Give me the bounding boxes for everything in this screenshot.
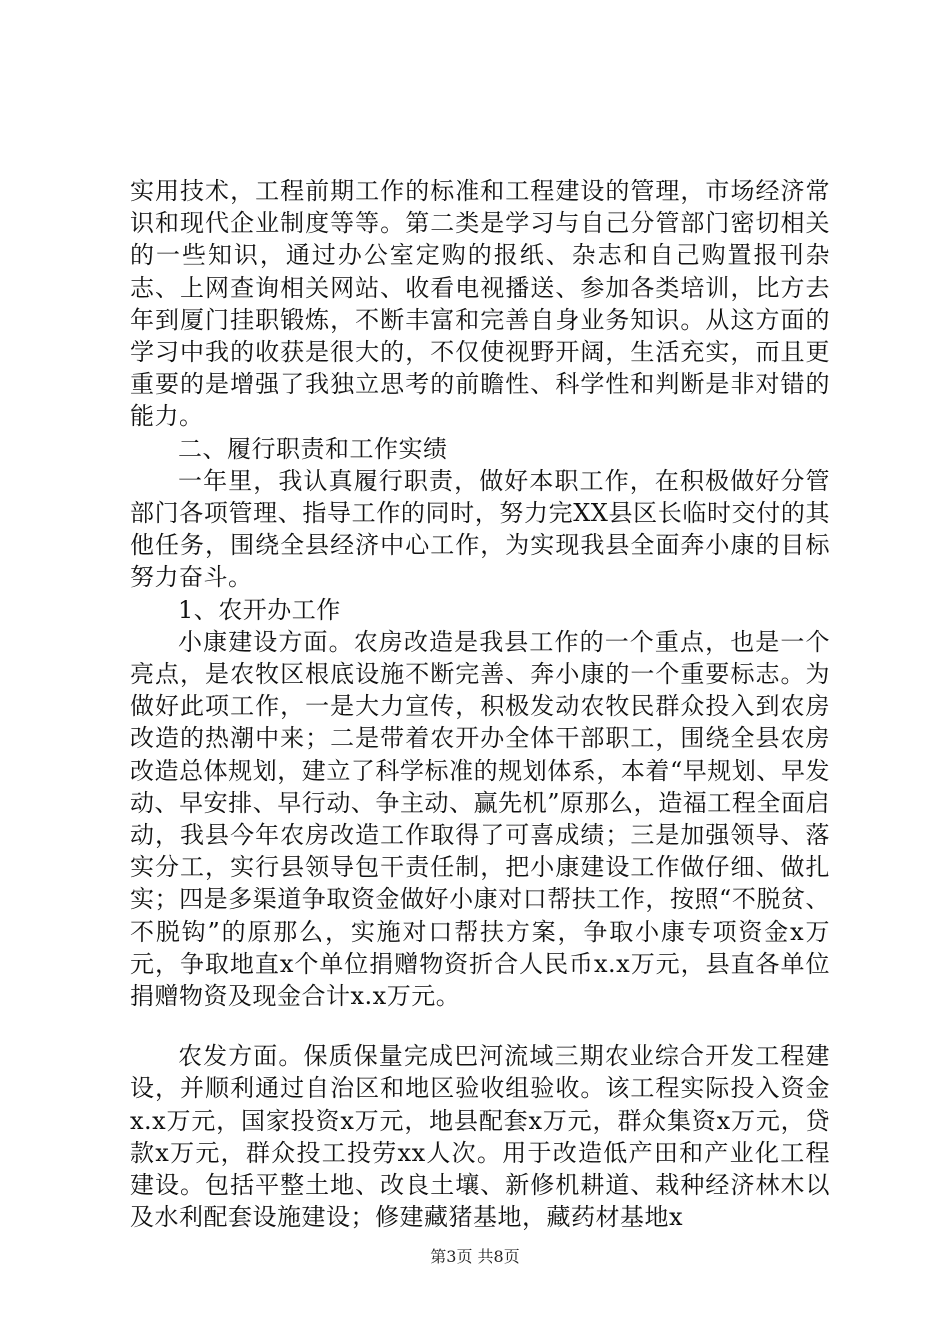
paragraph-duties-summary: 一年里，我认真履行职责，做好本职工作，在积极做好分管部门各项管理、指导工作的同时，努力完XX县区长临时交付的其他任务，围绕全县经济中心工作，为实现我县全面奔小康的目标努力奋斗。 <box>130 466 830 592</box>
document-body <box>130 175 830 1234</box>
page-number-footer: 第3页 共8页 <box>430 1247 520 1266</box>
paragraph-study-continued: 实用技术，工程前期工作的标准和工程建设的管理，市场经济常识和现代企业制度等等。第二类是学习与自己分管部门密切相关的一些知识，通过办公室定购的报纸、杂志和自己购置报刊杂志、上网查询相关网站、收看电视播送、参加各类培训，比方去年到厦门挂职锻炼，不断丰富和完善自身业务知识。从这方面的学习中我的收获是很大的，不仅使视野开阔，生活充实，而且更重要的是增强了我独立思考的前瞻性、科学性和判断是非对错的能力。 <box>130 177 830 431</box>
paragraph-agri-development: 农发方面。保质保量完成巴河流域三期农业综合开发工程建设，并顺利通过自治区和地区验收组验收。该工程实际投入资金x.x万元，国家投资x万元，地县配套x万元，群众集资x万元，贷款x万元，群众投工投劳xx人次。用于改造低产田和产业化工程建设。包括平整土地、改良土壤、新修机耕道、栽种经济林木以及水利配套设施建设；修建藏猪基地，藏药材基地x <box>130 1042 830 1232</box>
paragraph-xiaokang-construction: 小康建设方面。农房改造是我县工作的一个重点，也是一个亮点，是农牧区根底设施不断完善、奔小康的一个重要标志。为做好此项工作，一是大力宣传，积极发动农牧民群众投入到农房改造的热潮中来；二是带着农开办全体干部职工，围绕全县农房改造总体规划，建立了科学标准的规划体系，本着“早规划、早发动、早安排、早行动、争主动、赢先机”原那么，造福工程全面启动，我县今年农房改造工作取得了可喜成绩；三是加强领导、落实分工，实行县领导包干责任制，把小康建设工作做仔细、做扎实；四是多渠道争取资金做好小康对口帮扶工作，按照“不脱贫、不脱钩”的原那么，实施对口帮扶方案，争取小康专项资金x万元，争取地直x个单位捐赠物资折合人民币x.x万元，县直各单位捐赠物资及现金合计x.x万元。 <box>130 627 830 1011</box>
subsection-heading-agri-office: 1、农开办工作 <box>178 595 341 624</box>
section-heading-duties: 二、履行职责和工作实绩 <box>178 434 448 463</box>
